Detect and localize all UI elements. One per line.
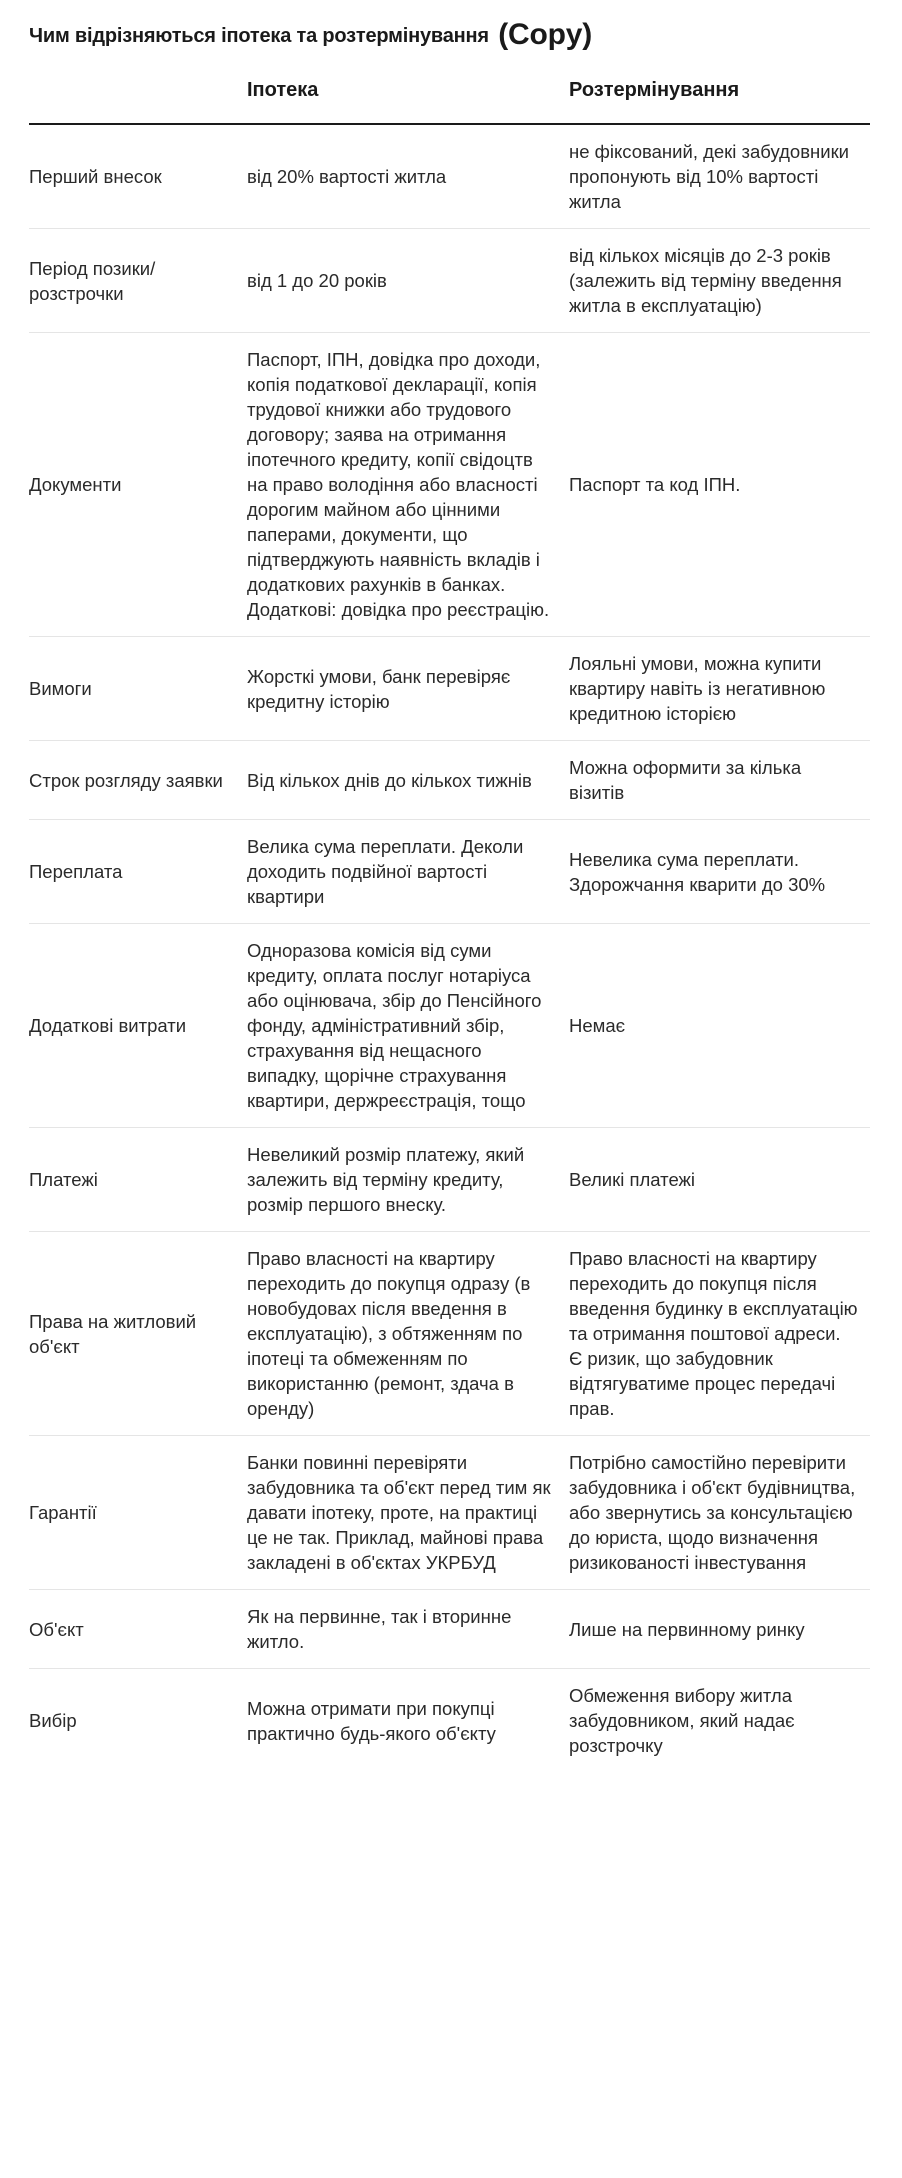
installment-cell: Невелика сума переплати. Здорожчання кварити до 30%	[569, 820, 870, 924]
installment-cell: від кількох місяців до 2-3 років (залежить від терміну введення житла в експлуатацію)	[569, 229, 870, 333]
mortgage-cell: від 20% вартості житла	[247, 124, 569, 229]
installment-cell: Можна оформити за кілька візитів	[569, 741, 870, 820]
title-text: Чим відрізняються іпотека та розтермінування	[29, 25, 489, 47]
table-body	[29, 124, 870, 1772]
table-row	[29, 1669, 870, 1773]
mortgage-cell: Право власності на квартиру переходить до покупця одразу (в новобудовах після введення в експлуатацію), з обтяженням по іпотеці та обмеженням по використанню (ремонт, здача в оренду)	[247, 1232, 569, 1436]
installment-cell: Право власності на квартиру переходить до покупця після введення будинку в експлуатацію та отримання поштової адреси. Є ризик, що забудовник відтягуватиме процес передачі прав.	[569, 1232, 870, 1436]
mortgage-cell: Жорсткі умови, банк перевіряє кредитну історію	[247, 637, 569, 741]
mortgage-cell: Від кількох днів до кількох тижнів	[247, 741, 569, 820]
mortgage-cell: Як на первинне, так і вторинне житло.	[247, 1590, 569, 1669]
title-row	[29, 0, 870, 58]
row-label-cell: Перший внесок	[29, 124, 247, 229]
installment-cell: Великі платежі	[569, 1128, 870, 1232]
table-row	[29, 1436, 870, 1590]
row-label-cell: Переплата	[29, 820, 247, 924]
installment-cell: Потрібно самостійно перевірити забудовника і об'єкт будівництва, або звернутись за консультацією до юриста, щодо визначення ризикованості інвестування	[569, 1436, 870, 1590]
mortgage-cell: Банки повинні перевіряти забудовника та об'єкт перед тим як давати іпотеку, проте, на практиці це не так. Приклад, майнові права закладені в об'єктах УКРБУД	[247, 1436, 569, 1590]
table-row	[29, 229, 870, 333]
row-label-cell: Період позики/ розстрочки	[29, 229, 247, 333]
installment-cell: Паспорт та код ІПН.	[569, 333, 870, 637]
row-label-cell: Додаткові витрати	[29, 924, 247, 1128]
mortgage-cell: Невеликий розмір платежу, який залежить від терміну кредиту, розмір першого внеску.	[247, 1128, 569, 1232]
table-row	[29, 1232, 870, 1436]
mortgage-cell: Велика сума переплати. Деколи доходить подвійної вартості квартири	[247, 820, 569, 924]
mortgage-cell: Одноразова комісія від суми кредиту, оплата послуг нотаріуса або оцінювача, збір до Пенсійного фонду, адміністративний збір, страхування від нещасного випадку, щорічне страхування квартири, держреєстрація, тощо	[247, 924, 569, 1128]
table-row	[29, 637, 870, 741]
mortgage-cell: Паспорт, ІПН, довідка про доходи, копія податкової декларації, копія трудової книжки або трудового договору; заява на отримання іпотечного кредиту, копії свідоцтв на право володіння або власності дорогим майном або цінними паперами, документи, що підтверджують наявність вкладів і додаткових рахунків в банках. Додаткові: довідка про реєстрацію.	[247, 333, 569, 637]
installment-cell: Лояльні умови, можна купити квартиру навіть із негативною кредитною історією	[569, 637, 870, 741]
table-row	[29, 333, 870, 637]
row-label-cell: Права на житловий об'єкт	[29, 1232, 247, 1436]
table-row	[29, 1590, 870, 1669]
row-label-cell: Документи	[29, 333, 247, 637]
row-label-cell: Платежі	[29, 1128, 247, 1232]
table-row	[29, 924, 870, 1128]
row-label-cell: Об'єкт	[29, 1590, 247, 1669]
table-row	[29, 124, 870, 229]
mortgage-cell: від 1 до 20 років	[247, 229, 569, 333]
table-header	[29, 79, 870, 124]
copy-tag: (Copy)	[498, 18, 593, 51]
installment-cell: Лише на первинному ринку	[569, 1590, 870, 1669]
header-cell-mortgage: Іпотека	[247, 79, 569, 124]
comparison-table	[29, 79, 870, 1772]
article-section	[29, 0, 870, 1772]
row-label-cell: Вимоги	[29, 637, 247, 741]
table-row	[29, 820, 870, 924]
table-row	[29, 741, 870, 820]
installment-cell: Обмеження вибору житла забудовником, який надає розстрочку	[569, 1685, 795, 1756]
header-row	[29, 79, 870, 124]
row-label-cell: Вибір	[29, 1710, 77, 1731]
page-title	[29, 18, 593, 51]
row-label-cell: Гарантії	[29, 1436, 247, 1590]
row-label-cell: Строк розгляду заявки	[29, 741, 247, 820]
table-row	[29, 1128, 870, 1232]
header-cell-empty	[29, 79, 247, 124]
installment-cell: не фіксований, декі забудовники пропонують від 10% вартості житла	[569, 124, 870, 229]
mortgage-cell: Можна отримати при покупці практично будь-якого об'єкту	[247, 1697, 496, 1744]
installment-cell: Немає	[569, 924, 870, 1128]
header-cell-installment: Розтермінування	[569, 79, 870, 124]
